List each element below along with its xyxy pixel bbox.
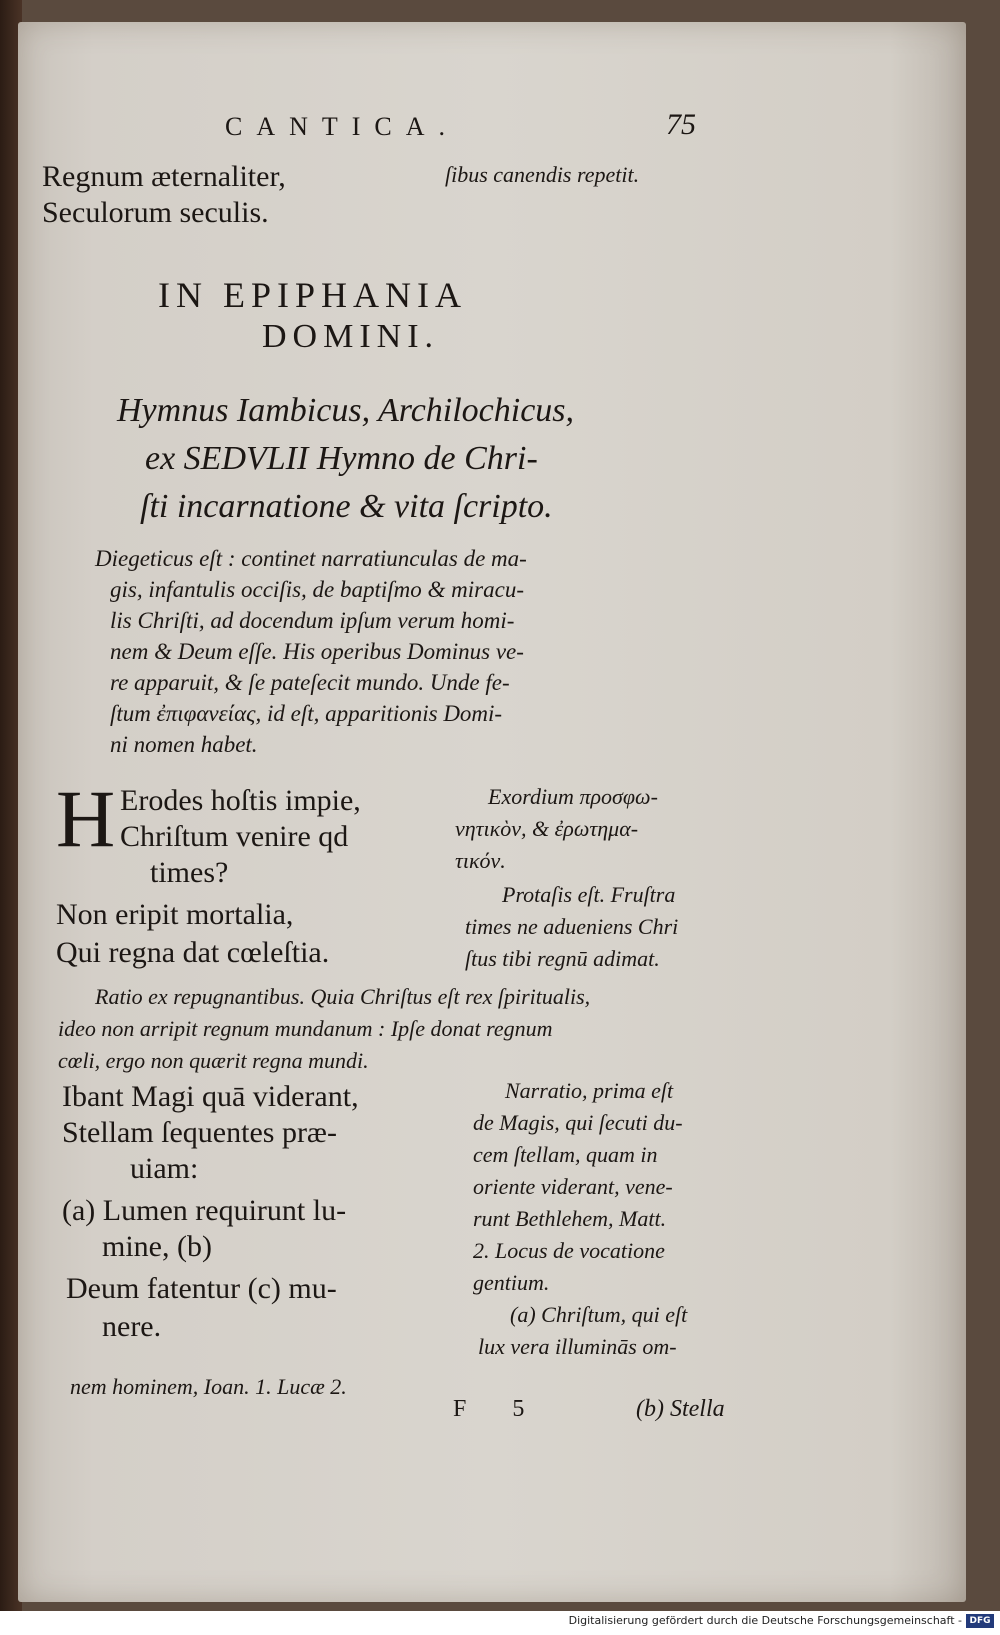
- verse-line: uiam:: [130, 1152, 199, 1185]
- argument-line: gis, infantulis occiſis, de baptiſmo & miracu-: [110, 577, 524, 602]
- hymn-heading-1: Hymnus Iambicus, Archilochicus,: [117, 392, 575, 429]
- verse-line: (a) Lumen requirunt lu-: [62, 1194, 347, 1227]
- gloss-line: lux vera illuminās om-: [478, 1334, 677, 1359]
- gloss-line: de Magis, qui ſecuti du-: [473, 1110, 683, 1135]
- bottom-note: nem hominem, Ioan. 1. Lucæ 2.: [70, 1374, 347, 1399]
- verse-line: mine, (b): [102, 1230, 212, 1263]
- argument-line: ni nomen habet.: [110, 732, 258, 757]
- argument-line: lis Chriſti, ad docendum ipſum verum homi-: [110, 608, 515, 633]
- verse-line: Deum fatentur (c) mu-: [66, 1272, 337, 1305]
- gloss-line: oriente viderant, vene-: [473, 1174, 673, 1199]
- gloss-line: ſtus tibi regnū adimat.: [465, 946, 660, 971]
- dfg-logo: DFG: [966, 1614, 994, 1628]
- verse-line: Stellam ſequentes præ-: [62, 1116, 337, 1149]
- verse-line: Erodes hoſtis impie,: [120, 784, 361, 817]
- verse-line: Non eripit mortalia,: [56, 898, 294, 931]
- section-title: IN EPIPHANIA: [158, 275, 467, 315]
- gloss-line: νητικὸν, & ἐρωτημα-: [455, 816, 639, 841]
- top-line-1: Regnum æternaliter,: [42, 160, 286, 193]
- gloss-line: Exordium προσφω-: [488, 784, 658, 809]
- gloss-line: Protaſis eſt. Fruſtra: [502, 882, 676, 907]
- verse-line: nere.: [102, 1310, 162, 1343]
- verse-line: Ibant Magi quā viderant,: [62, 1080, 359, 1113]
- top-line-2: Seculorum seculis.: [42, 196, 269, 229]
- hymn-heading-2: ex SEDVLII Hymno de Chri-: [145, 440, 538, 477]
- verse-line: times?: [150, 856, 229, 889]
- argument-line: Diegeticus eſt : continet narratiunculas de ma-: [95, 546, 527, 571]
- drop-capital: H: [56, 773, 116, 864]
- ratio-line: Ratio ex repugnantibus. Quia Chriſtus eſt rex ſpiritualis,: [95, 984, 591, 1009]
- gloss-line: cem ſtellam, quam in: [473, 1142, 658, 1167]
- signature-mark: F 5: [453, 1396, 545, 1422]
- gloss-line: τικόν.: [455, 848, 506, 873]
- gloss-line: 2. Locus de vocatione: [473, 1238, 665, 1263]
- argument-line: re apparuit, & ſe pateſecit mundo. Unde fe-: [110, 670, 510, 695]
- running-title: CANTICA.: [225, 112, 460, 141]
- gloss-line: (a) Chriſtum, qui eſt: [510, 1302, 688, 1327]
- ratio-line: cœli, ergo non quærit regna mundi.: [58, 1048, 369, 1073]
- gloss-line: Narratio, prima eſt: [505, 1078, 674, 1103]
- catchword: (b) Stella: [636, 1396, 725, 1422]
- page-number: 75: [666, 108, 696, 141]
- gloss-line: runt Bethlehem, Matt.: [473, 1206, 667, 1231]
- gloss-line: gentium.: [473, 1270, 550, 1295]
- top-gloss: ſibus canendis repetit.: [445, 162, 640, 187]
- verse-line: Chriſtum venire qd: [120, 820, 349, 853]
- hymn-heading-3: ſti incarnatione & vita ſcripto.: [140, 488, 553, 525]
- ratio-line: ideo non arripit regnum mundanum : Ipſe donat regnum: [58, 1016, 553, 1041]
- digitization-credit: Digitalisierung gefördert durch die Deutsche Forschungsgemeinschaft -: [568, 1614, 962, 1627]
- argument-line: nem & Deum eſſe. His operibus Dominus ve-: [110, 639, 524, 664]
- gloss-line: times ne adueniens Chri: [465, 914, 679, 939]
- section-subtitle: DOMINI.: [262, 318, 440, 355]
- argument-line: ſtum ἐπιφανείας, id eſt, apparitionis Domi-: [110, 701, 503, 726]
- verse-line: Qui regna dat cœleſtia.: [56, 936, 330, 969]
